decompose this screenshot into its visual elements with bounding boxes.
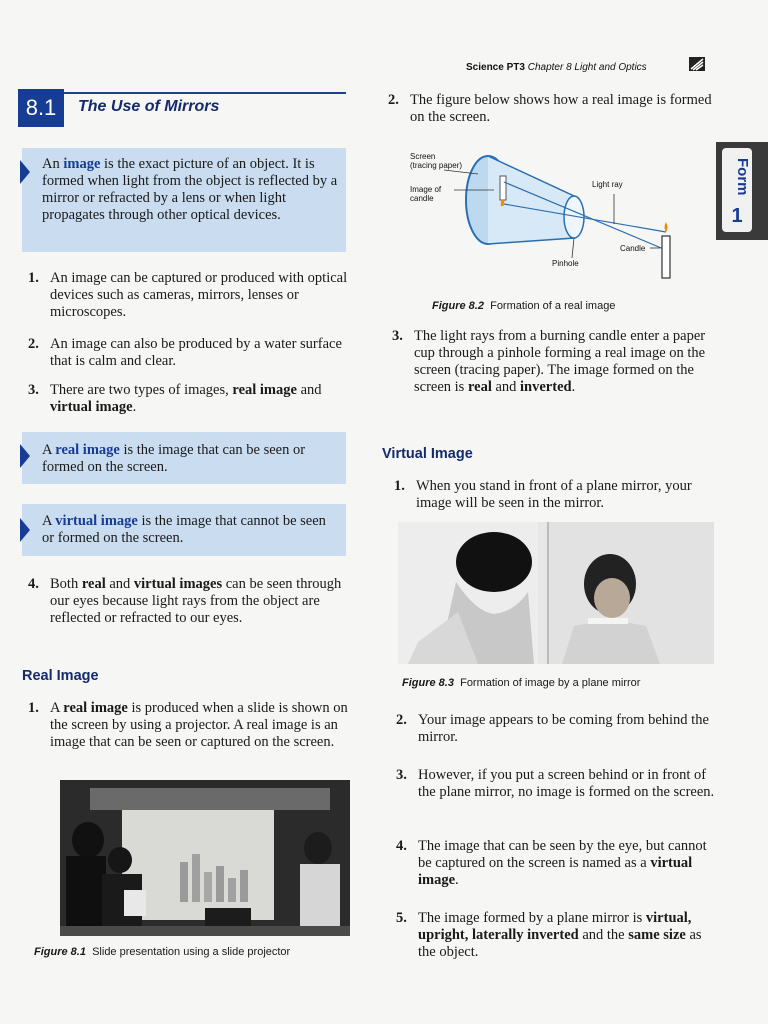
figure-8-2-caption: Figure 8.2 Formation of a real image (432, 300, 616, 312)
item-text: The figure below shows how a real image is formed on the screen. (410, 92, 712, 125)
virtual-image-definition: A virtual image is the image that cannot be seen or formed on the screen. (42, 513, 326, 546)
item-text: There are two types of images, real image and virtual image. (50, 382, 322, 415)
book-icon (688, 55, 706, 73)
list-item: 3. However, if you put a screen behind or in front of the plane mirror, no image is formed on the screen. (396, 767, 718, 821)
real-image-definition: A real image is the image that can be seen or formed on the screen. (42, 442, 306, 475)
item-text: The light rays from a burning candle enter a paper cup through a pinhole forming a real image on the screen (tracing paper). The image formed on the screen is real and inverted. (414, 328, 706, 395)
item-number: 1. (28, 270, 39, 286)
arrow-marker-icon (20, 160, 30, 184)
arrow-marker-icon (20, 518, 30, 542)
header-subject: Science (466, 62, 504, 73)
list-item: 2. Your image appears to be coming from behind the mirror. (396, 712, 718, 748)
header-level: PT3 (506, 62, 525, 73)
slide-presentation-photo (60, 780, 350, 936)
image-definition-text (42, 156, 338, 224)
candle-label: Candle (620, 244, 646, 253)
form-tab-number: 1 (731, 205, 743, 227)
list-item: 3. The light rays from a burning candle enter a paper cup through a pinhole forming a real image on the screen (tracing paper). The image formed on the screen is real and inverted. (392, 328, 714, 416)
item-text: The image formed by a plane mirror is virtual, upright, laterally inverted and the same size as the object. (418, 910, 702, 960)
real-image-heading: Real Image (22, 668, 99, 684)
header-chapter: Chapter 8 Light and Optics (527, 62, 647, 73)
image-of-candle-label: Image of candle (410, 185, 442, 203)
pinhole-label: Pinhole (552, 259, 579, 268)
list-item (28, 270, 348, 322)
list-item: 1. A real image is produced when a slide is shown on the screen by using a projector. A real image is an image that can be seen or captured on the screen. (28, 700, 352, 772)
virtual-image-heading: Virtual Image (382, 446, 473, 462)
item-text: Your image appears to be coming from behind the mirror. (418, 712, 709, 745)
section-title: The Use of Mirrors (78, 98, 220, 115)
list-item: 5. The image formed by a plane mirror is virtual, upright, laterally inverted and the same size as the object. (396, 910, 718, 964)
item-text: The image that can be seen by the eye, but cannot be captured on the screen is named as a virtual image. (418, 838, 707, 888)
list-item (28, 336, 348, 372)
running-header (466, 62, 647, 73)
light-ray-label: Light ray (592, 180, 623, 189)
item-text: An image can also be produced by a water surface that is calm and clear. (50, 336, 342, 369)
item-number: 3. (28, 382, 39, 398)
item-text: However, if you put a screen behind or in front of the plane mirror, no image is formed on the screen. (418, 767, 715, 800)
list-item: 4. The image that can be seen by the eye, but cannot be captured on the screen is named as a virtual image. (396, 838, 718, 892)
list-item: 4. Both real and virtual images can be seen through our eyes because light rays from the object are reflected or refracted to our eyes. (28, 576, 352, 648)
item-number: 2. (28, 336, 39, 352)
arrow-marker-icon (20, 444, 30, 468)
section-rule (20, 92, 346, 94)
figure-8-3-caption: Figure 8.3 Formation of image by a plane mirror (402, 677, 641, 689)
list-item (28, 382, 348, 418)
item-text: When you stand in front of a plane mirror, your image will be seen in the mirror. (416, 478, 692, 511)
item-text: Both real and virtual images can be seen through our eyes because light rays from the object are reflected or refracted to our eyes. (50, 576, 342, 626)
list-item: 1. When you stand in front of a plane mirror, your image will be seen in the mirror. (394, 478, 716, 514)
list-item: 2. The figure below shows how a real image is formed on the screen. (388, 92, 718, 128)
figure-8-1-caption: Figure 8.1 Slide presentation using a slide projector (34, 946, 291, 958)
mirror-photo (398, 522, 714, 664)
screen-label: Screen (tracing paper) (410, 152, 463, 170)
section-number: 8.1 (18, 89, 64, 127)
form-tab-label: Form (734, 158, 751, 196)
def-prefix: An (42, 156, 60, 172)
item-text: An image can be captured or produced with optical devices such as cameras, mirrors, lenses or microscopes. (50, 270, 348, 320)
def-term: image (63, 156, 101, 172)
item-text: A real image is produced when a slide is shown on the screen by using a projector. A real image is an image that can be seen or captured on the screen. (50, 700, 348, 750)
def-body: is the exact picture of an object. It is formed when light from the object is reflected by a mirror or refracted by a lens or when light propagates through other optical devices. (42, 156, 338, 223)
